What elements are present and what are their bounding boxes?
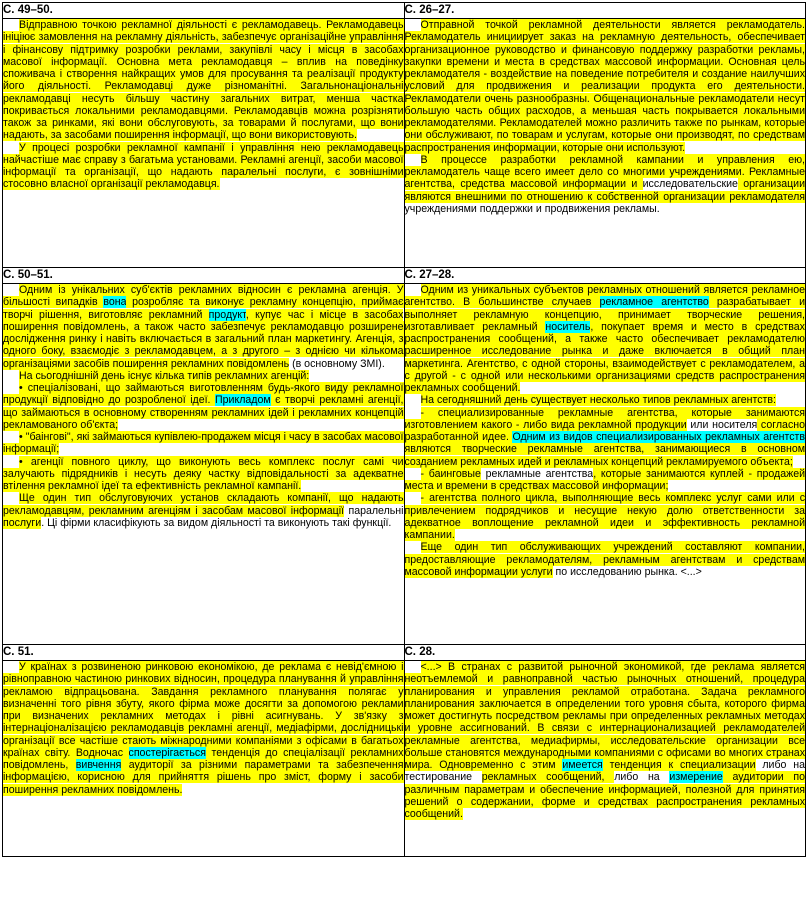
text-span: . Ці фірми класифікують за видом діяльності та виконують такі функції. — [41, 516, 392, 529]
left-text-cell — [3, 661, 405, 857]
right-page-ref: С. 27–28. — [404, 268, 806, 284]
content-row-3 — [3, 661, 806, 857]
text-span: по исследованию рынка. <...> — [552, 565, 702, 578]
content-row-1 — [3, 19, 806, 268]
right-page-ref: С. 26–27. — [404, 3, 806, 19]
yellow-highlight-span: • спеціалізовані, що займаються виготовленням будь-якого виду рекламної продукції відповідно до розробленої ідеї. — [3, 382, 404, 407]
paragraph — [3, 370, 404, 382]
text-span: (в основному ЗМІ). — [289, 357, 385, 370]
cyan-highlight-span: имеется — [562, 759, 603, 771]
paragraph — [405, 661, 806, 820]
right-text-cell — [404, 661, 806, 857]
yellow-highlight-span: є зовнішніми стосовно власної організації рекламодавця. — [3, 166, 404, 191]
comparison-table — [2, 2, 806, 857]
yellow-highlight-span: розробляє та виконує рекламну концепцію, приймає творчі рішення, виготовляє рекламний — [3, 296, 404, 321]
yellow-highlight-span: , покупает время и место в средствах распространения сообщений, а также часто обеспечивает рекламодателю расширенное исследование рынка и даже включается в общий план маркетинга. Агентство, с одной стороны, взаимодействует с рекламодателем, а с другой - с одной или несколькими организациями средств распространения рекламных сообщений. — [404, 320, 805, 394]
left-page-ref: С. 50–51. — [3, 268, 405, 284]
yellow-highlight-span: согласно разработанной идее. — [404, 418, 805, 443]
text-span: рекламные агентства — [480, 467, 594, 480]
cyan-highlight-span: Прикладом — [215, 394, 271, 407]
paragraph — [3, 19, 404, 142]
yellow-highlight-span: На сегодняшний день существует несколько типов рекламных агентств: — [420, 394, 776, 407]
yellow-highlight-span: У процесі розробки рекламної кампанії і управління нею рекламодавець найчастіше має справу з багатьма установами. Рекламні агенції, засоби масової інформації та організації, що надають паралельні послуги, — [3, 141, 404, 178]
paragraph — [405, 468, 806, 493]
yellow-highlight-span: являются творческие рекламные агентства, занимающиеся в основном созданием рекламных идей и рекламных концепций рекламируемого объекта; — [404, 443, 805, 468]
yellow-highlight-span: <...> В странах с развитой рыночной экономикой, где реклама является неотъемлемой и равноправной частью рыночных отношений, процедура планирования и управления рекламой отработана. Задача рекламного планирования заключается в определении того уровня сбыта, которого фирма может достигнуть посредством рекламы при определенных рекламных методах и уровне ассигнований. В связи с интернационализацией рекламодателей рекламные агентства, медиафирмы, исследовательские организации все больше становятся международными компаниями с офисами во многих странах мира. Одновременно с этим — [404, 661, 805, 771]
yellow-highlight-span: организации являются внешними по отношению к собственной организации рекламодателя — [404, 178, 806, 203]
cyan-highlight-span: измерение — [669, 771, 723, 784]
yellow-highlight-span: , купує час і місце в засобах поширення повідомлень, а також часто забезпечує рекламодавцю розширене дослідження ринку і навіть включається в загальний план маркетингу. Агенція, з одного боку, взаємодіє з рекламодавцем, а з другого – з однією чи кількома організаціями засобів поширення рекламних повідомлень — [3, 308, 404, 370]
right-text-cell — [404, 19, 806, 268]
text-span: либо на — [614, 771, 670, 784]
header-row-3 — [3, 645, 806, 661]
yellow-highlight-span: - специализированные рекламные агентства, которые занимаются изготовлением какого - либо вида рекламной продукции — [404, 406, 805, 431]
yellow-highlight-span: Отправной точкой рекламной деятельности является рекламодатель. Рекламодатель инициирует заказ на рекламную деятельность, обеспечивает организационное руководство и финансовую поддержку разработки рекламы, закупки времени и места в средствах массовой информации. Основная цель рекламодателя - воздействие на поведение потребителя и создание наилучших условий для продвижения и реализации продукта его деятельности. Рекламодатели очень разнообразны. Общенациональные рекламодатели несут большую часть общих расходов, а меньшая часть покрывается локальными рекламодателями. Рекламодателей можно различить также по рынкам, которые они обслуживают, по товарам и услугам, которые они производят, по средствам распространения информации, которые они используют. — [404, 19, 805, 154]
yellow-highlight-span: є творчі рекламні агенції, що займаються в основному створенням рекламних ідей і рекламних концепцій рекламованого об'єкта; — [3, 394, 404, 431]
header-row-2 — [3, 268, 806, 284]
yellow-highlight-span: разрабатывает и выполняет рекламную концепцию, принимает творческие решения, изготавливает рекламный — [404, 296, 805, 333]
left-text-cell — [3, 19, 405, 268]
cyan-highlight-span: вона — [103, 296, 127, 309]
yellow-highlight-span: аудитории по различным параметрам и обеспечение информацией, полезной для принятия решений о содержании, форме и средствах распространения рекламных сообщений. — [404, 771, 806, 820]
content-row-2 — [3, 284, 806, 645]
paragraph — [3, 284, 404, 370]
left-page-ref: С. 51. — [3, 645, 405, 661]
paragraph — [405, 19, 806, 154]
yellow-highlight-span: аудиторії за різними параметрами та забезпечення інформацією, корисною для прийняття рішень про зміст, форму і засоби поширення рекламних повідомлень. — [3, 759, 404, 796]
yellow-highlight-span: тенденція до спеціалізації рекламних повідомлень, — [3, 746, 404, 771]
yellow-highlight-span: • агенції повного циклу, що виконують весь комплекс послуг самі чи залучають підрядників і несуть деяку частку відповідальності за адекватне втілення рекламної ідеї та ефективність рекламної кампанії. — [3, 455, 404, 492]
cyan-highlight-span: рекламное агентство — [599, 296, 709, 309]
yellow-highlight-span: - агентства полного цикла, выполняющие весь комплекс услуг сами или с привлечением подрядчиков и несущие некую долю ответственности за адекватное воплощение рекламной идеи и эффективность рекламной кампании. — [404, 492, 805, 541]
paragraph — [3, 456, 404, 493]
paragraph — [405, 284, 806, 394]
text-span: либо на тестирование — [404, 759, 805, 784]
left-page-ref: С. 49–50. — [3, 3, 405, 19]
paragraph — [405, 407, 806, 468]
cyan-highlight-span: носитель — [545, 320, 591, 333]
yellow-highlight-span: Одним із унікальних суб'єктів рекламних відносин є рекламна агенція. У більшості випадків — [3, 284, 404, 309]
header-row-1 — [3, 3, 806, 19]
yellow-highlight-span: В процессе разработки рекламной кампании и управления ею, рекламодатель чаще всего имеет дело со многими учреждениями. Рекламные агентства, средства массовой информации и — [404, 153, 805, 191]
paragraph — [405, 394, 806, 406]
paragraph — [3, 382, 404, 431]
cyan-highlight-span: спостерігається — [128, 746, 206, 759]
right-page-ref: С. 28. — [404, 645, 806, 661]
paragraph — [405, 541, 806, 578]
yellow-highlight-span: • "баінгові", які займаються купівлею-продажем місця і часу в засобах масової інформації; — [3, 431, 404, 456]
cyan-highlight-span: продукт — [208, 308, 246, 321]
yellow-highlight-span: Ще один тип обслуговуючих установ складають компанії, що надають рекламодавцям, рекламним агенціям і засобам масової інформації — [3, 492, 404, 517]
yellow-highlight-span: послуги — [3, 516, 42, 529]
paragraph — [3, 142, 404, 191]
yellow-highlight-span: - баинговые — [420, 467, 481, 480]
yellow-highlight-span: , которые занимаются куплей - продажей места и времени в средствах массовой информации; — [404, 467, 806, 492]
right-text-cell — [404, 284, 806, 645]
yellow-highlight-span: На сьогоднішній день існує кілька типів рекламних агенцій: — [19, 369, 310, 382]
paragraph — [405, 154, 806, 215]
left-text-cell — [3, 284, 405, 645]
text-span: паралельні — [344, 504, 404, 517]
paragraph — [3, 431, 404, 456]
cyan-highlight-span: вивчення — [75, 759, 122, 771]
yellow-highlight-span: У країнах з розвиненою ринковою економікою, де реклама є невід'ємною і рівноправною частиною ринкових відносин, процедура планування й управління рекламою відпрацьована. Завдання рекламного планування полягає у визначенні того рівня збуту, якого фірма може досягти за допомогою реклами при визначених рекламних методах і рівні асигнувань. У зв'язку з інтернаціоналізацією рекламодавців рекламні агенції, медіафірми, дослідницькі організації все частіше стають міжнародними компаніями з офісами в багатьох країнах світу. Водночас — [3, 661, 404, 759]
yellow-highlight-span: Відправною точкою рекламної діяльності є рекламодавець. Рекламодавець ініціює замовлення на рекламну діяльність, забезпечує організаційне управління і фінансову підтримку розробки реклами, закупівлі часу і місця в засобах масової інформації. Основна мета рекламодавця – вплив на поведінку споживача і створення найкращих умов для просування та реалізації продукту його діяльності. Рекламодавці дуже різноманітні. Загальнонаціональні рекламодавці несуть більшу частину загальних витрат, менша частка покривається локальними рекламодавцями. Рекламодавців можна розрізняти також за ринками, які вони обслуговують, за товарами й послугами, що вони надають, за засобами поширення інформації, що вони використовують. — [3, 19, 404, 142]
text-span: исследовательские — [642, 178, 738, 191]
yellow-highlight-span: рекламных сообщений, — [481, 771, 615, 784]
text-span: или носителя — [686, 418, 758, 431]
paragraph — [3, 661, 404, 796]
paragraph — [405, 492, 806, 541]
text-span: учреждениями поддержки и продвижения рекламы. — [404, 202, 660, 215]
yellow-highlight-span: Одним из уникальных субъектов рекламных отношений является рекламное агентство. В большинстве случаев — [404, 284, 805, 309]
cyan-highlight-span: Одним из видов специализированных рекламных агентств — [512, 431, 805, 443]
yellow-highlight-span: Еще один тип обслуживающих учреждений составляют компании, предоставляющие рекламодателям, рекламным агентствам и средствам массовой информации услуги — [404, 541, 805, 578]
yellow-highlight-span: тенденция к специализации — [602, 759, 756, 771]
paragraph — [3, 492, 404, 529]
